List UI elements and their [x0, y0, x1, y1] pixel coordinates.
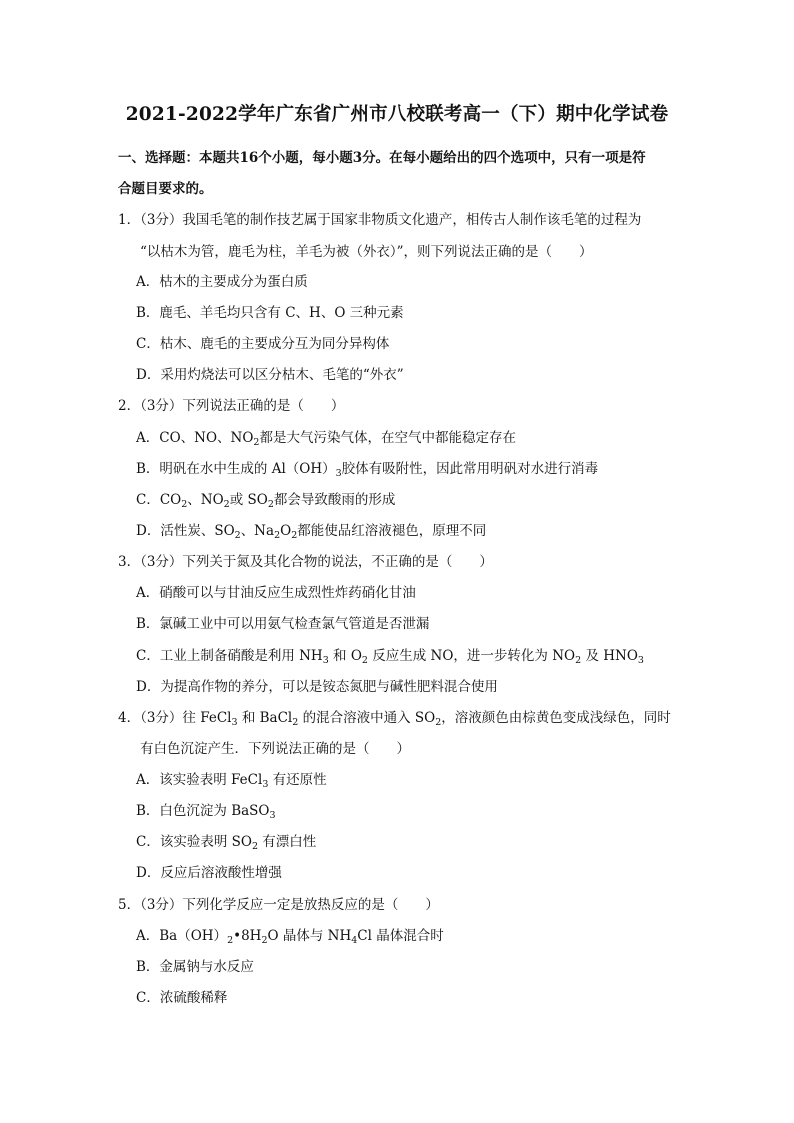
question-3-option-b: B．氯碱工业中可以用氨气检查氯气管道是否泄漏 [136, 616, 430, 632]
question-1-stem-line1: 1．（3分）我国毛笔的制作技艺属于国家非物质文化遗产，相传古人制作该毛笔的过程为 [118, 212, 642, 228]
question-4-stem-line2: 有白色沉淀产生．下列说法正确的是（ ） [140, 741, 410, 757]
question-5-stem: 5．（3分）下列化学反应一定是放热反应的是（ ） [118, 897, 439, 913]
question-2-stem: 2．（3分）下列说法正确的是（ ） [118, 398, 345, 414]
question-4-option-b: B．白色沉淀为 BaSO$_3$ [136, 803, 276, 821]
question-4-stem-line1: 4．（3分）往 FeCl$_3$ 和 BaCl$_2$ 的混合溶液中通入 $SO_2$，溶液颜色由棕黄色变成浅绿色，同时 [118, 710, 671, 728]
question-2-option-c: C．$CO_2$、$NO_2$或 $SO_2$都会导致酸雨的形成 [136, 492, 396, 510]
exam-title: 2021-2022学年广东省广州市八校联考高一（下）期中化学试卷 [125, 104, 669, 125]
question-2-option-b: B．明矾在水中生成的 $Al(OH)_3$胶体有吸附性，因此常用明矾对水进行消毒 [136, 461, 599, 479]
question-1-option-a: A．枯木的主要成分为蛋白质 [136, 274, 308, 290]
question-4-option-c: C．该实验表明 $SO_2$ 有漂白性 [136, 834, 317, 852]
question-4-option-d: D．反应后溶液酸性增强 [136, 865, 282, 881]
question-4-option-a: A．该实验表明 FeCl$_3$ 有还原性 [136, 772, 327, 790]
question-5-option-b: B．金属钠与水反应 [136, 959, 254, 975]
section-heading-line2: 合题目要求的。 [118, 181, 213, 197]
question-3-option-c: C．工业上制备硝酸是利用 $NH_3$ 和 $O_2$ 反应生成 NO，进一步转化为 $NO_2$ 及 $HNO_3$ [136, 648, 644, 666]
question-3-stem: 3．（3分）下列关于氮及其化合物的说法，不正确的是（ ） [118, 554, 493, 570]
question-2-option-d: D．活性炭、$SO_2$、$Na_2O_2$都能使品红溶液褪色，原理不同 [136, 523, 487, 541]
question-3-option-a: A．硝酸可以与甘油反应生成烈性炸药硝化甘油 [136, 585, 416, 601]
section-heading-line1: 一、选择题：本题共16个小题，每小题3分。在每小题给出的四个选项中，只有一项是符 [118, 150, 646, 166]
question-1-option-d: D．采用灼烧法可以区分枯木、毛笔的“外衣” [136, 367, 404, 383]
question-2-option-a: A．CO、NO、$NO_2$都是大气污染气体，在空气中都能稳定存在 [136, 430, 516, 448]
question-1-stem-line2: “以枯木为管，鹿毛为柱，羊毛为被（外衣）”，则下列说法正确的是（ ） [140, 244, 593, 260]
question-1-option-b: B．鹿毛、羊毛均只含有 C、H、O 三种元素 [136, 305, 404, 321]
question-5-option-c: C．浓硫酸稀释 [136, 990, 228, 1006]
question-1-option-c: C．枯木、鹿毛的主要成分互为同分异构体 [136, 336, 390, 352]
question-5-option-a: A．$Ba(OH)_2•8H_2O$ 晶体与 $NH_4Cl$ 晶体混合时 [136, 928, 444, 946]
question-3-option-d: D．为提高作物的养分，可以是铵态氮肥与碱性肥料混合使用 [136, 679, 498, 695]
